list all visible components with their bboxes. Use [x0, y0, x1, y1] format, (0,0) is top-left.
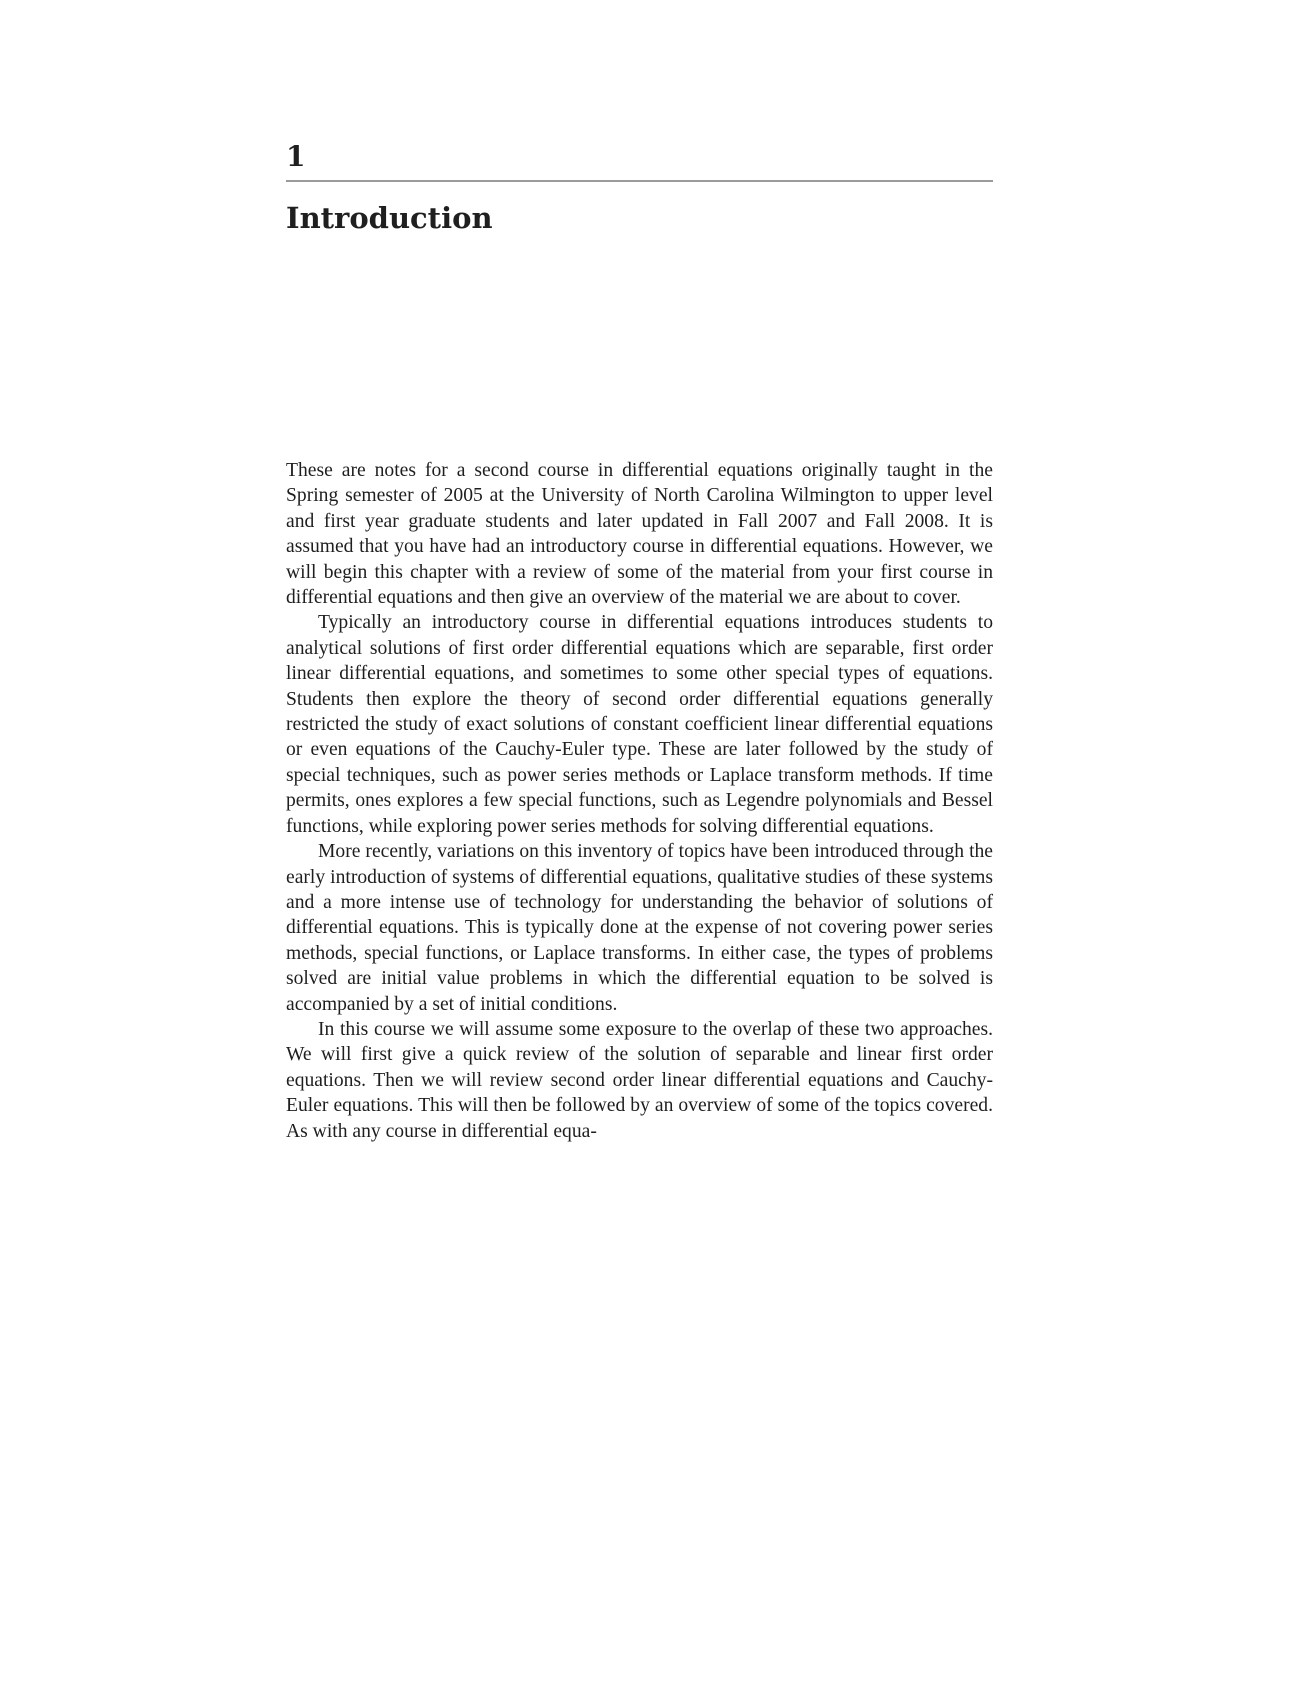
paragraph-4: In this course we will assume some exposure to the overlap of these two approaches. We will first give a quick review of the solution of separable and linear first order equations. Then we will review second order linear differential equations and Cauchy-Euler equations. This will then be followed by an overview of some of the topics covered. As with any course in differential equa-: [286, 1018, 993, 1142]
chapter-number: 1: [286, 140, 306, 173]
chapter-rule: [286, 180, 993, 182]
paragraph-2: Typically an introductory course in differential equations introduces students to analytical solutions of first order differential equations which are separable, first order linear differential equations, and sometimes to some other special types of equations. Students then explore the theory of second order differential equations generally restricted the study of exact solutions of constant coefficient linear differential equations or even equations of the Cauchy-Euler type. These are later followed by the study of special techniques, such as power series methods or Laplace transform methods. If time permits, ones explores a few special functions, such as Legendre polynomials and Bessel functions, while exploring power series methods for solving differential equations.: [286, 612, 993, 837]
paragraph-3: More recently, variations on this inventory of topics have been introduced through the early introduction of systems of differential equations, qualitative studies of these systems and a more intense use of technology for understanding the behavior of solutions of differential equations. This is typically done at the expense of not covering power series methods, special functions, or Laplace transforms. In either case, the types of problems solved are initial value problems in which the differential equation to be solved is accompanied by a set of initial conditions.: [286, 841, 993, 1015]
chapter-title: Introduction: [286, 201, 493, 235]
paragraph-1: These are notes for a second course in differential equations originally taught in the Spring semester of 2005 at the University of North Carolina Wilmington to upper level and first year graduate students and later updated in Fall 2007 and Fall 2008. It is assumed that you have had an introductory course in differential equations. However, we will begin this chapter with a review of some of the material from your first course in differential equations and then give an overview of the material we are about to cover.: [286, 460, 993, 609]
chapter-header: [286, 140, 993, 236]
body-text: [286, 458, 993, 1144]
